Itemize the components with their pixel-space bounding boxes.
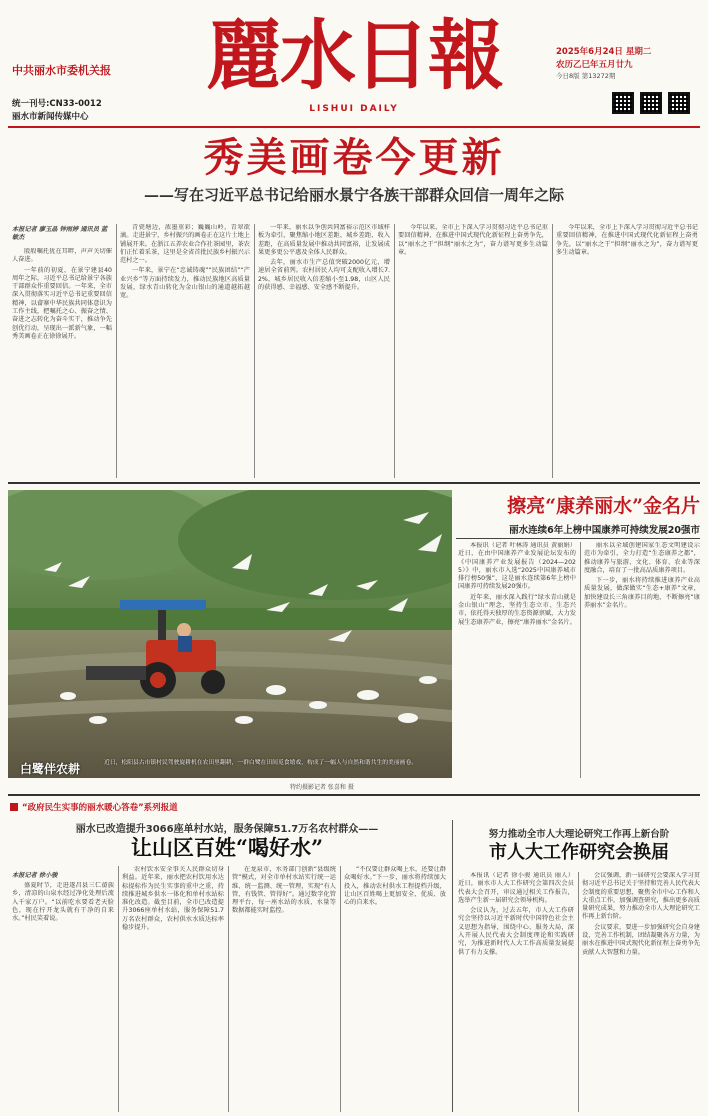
photo-credit: 特约摄影记者 张喜和 摄 bbox=[290, 784, 354, 791]
main-article-col4: 今年以来，全市上下深入学习贯彻习近平总书记重要回信精神，在推进中国式现代化新征程上奋勇争先，以“丽水之干”担纲“丽水之为”，奋力谱写更多生动篇章。 bbox=[398, 224, 548, 256]
newspaper-pinyin: LISHUI DAILY bbox=[309, 104, 399, 114]
bottom-left-col1: 盛夏时节，走进遂昌县三仁畲族乡，清凉的山泉水经过净化处理后流入千家万户。“以前吃水要看老天脸色，现在拧开龙头就有干净的自来水。”村民笑着说。 bbox=[12, 882, 114, 923]
feature-col2: 丽水以全域创建国家生态文明建设示范市为牵引，全力打造“生态康养之都”，推动康养与旅游、文化、体育、农业等深度融合，培育了一批高品质康养项目。 下一步，丽水将持续推进康养产业高质量发展，做深做实“生态+康养”文章，加快建设长三角康养目的地，不断擦亮“康养丽水”金名片。 bbox=[584, 542, 700, 610]
main-article-col2: 青瓷塘边，浓墨重彩；巍巍山岭，青翠欲滴。走进景宁，乡村振兴的画卷正在这片土地上铺展开来。在浙江五养农业合作社茶园里，茶农们正忙着采茶，这里是全省首批民族乡村振兴示范村之一。 一年来，景宁在“忠诚铸魂”“民族团结”“产业兴乡”等方面持续发力，推动民族地区高质量发展，绿水青山转化为金山银山的通道越拓越宽。 bbox=[120, 224, 250, 300]
bottom-right-col1: 本报讯（记者 徐小骏 通讯员 丽人）近日，丽水市人大工作研究会第四次会员代表大会召开，审议通过相关工作报告，选举产生新一届研究会领导机构。 会议认为，过去五年，市人大工作研究会坚持以习近平新时代中国特色社会主义思想为指导，围绕中心、服务大局，深入开展人民代表大会制度理论和实践研究，为推进新时代人大工作高质量发展提供了有力支撑。 bbox=[458, 872, 574, 956]
main-subheadline: ——写在习近平总书记给丽水景宁各族干部群众回信一周年之际 bbox=[143, 186, 564, 204]
bottom-left-kicker: 丽水已改造提升3066座单村水站，服务保障51.7万名农村群众—— bbox=[75, 824, 379, 835]
bottom-left-col2: 农村饮水安全事关人民群众切身利益。近年来，丽水把农村饮用水达标提标作为民生实事的重中之重，持续推进城乡供水一体化和单村水站标准化改造。截至目前，全市已改造提升3066座单村水站，服务保障51.7万名农村群众，农村供水水质达标率稳步提升。 bbox=[122, 866, 224, 932]
photo-caption-title: 白鹭伴农耕 bbox=[20, 762, 81, 776]
masthead-rule bbox=[8, 126, 700, 128]
bottom-left-col3: 在龙泉市，水务部门创新“县级统管”模式，对全市单村水站实行统一运维、统一监测、统一管理，实现“有人管、有钱管、管得好”。通过数字化管理平台，每一座水站的水质、水量等数据都能实时监控。 bbox=[232, 866, 336, 915]
issue-date: 2025年6月24日 星期二 bbox=[556, 47, 652, 57]
main-article-col1: 殷殷嘱托犹在耳畔，声声关切催人奋进。 一年前的初夏，在景宁建县40周年之际，习近平总书记给景宁各族干部群众作重要回信。一年来，全市深入贯彻落实习近平总书记重要回信精神，以畲寨中华民族共同体意识为工作主线，把嘱托之心、振奋之情、奋进之志转化为奋斗实干，推动争先创优行动，呈现出一派新气象，一幅秀美画卷正在徐徐展开。 bbox=[12, 248, 112, 340]
issuer-label: 丽水市新闻传媒中心 bbox=[12, 112, 89, 122]
bottom-left-headline: 让山区百姓“喝好水” bbox=[130, 835, 324, 860]
series-label-text: “政府民生实事的丽水暖心答卷”系列报道 bbox=[22, 803, 178, 813]
series-label bbox=[10, 800, 178, 814]
masthead bbox=[0, 0, 708, 126]
qr-code-icon bbox=[668, 92, 690, 114]
feature-photo bbox=[8, 490, 452, 778]
square-icon bbox=[10, 803, 18, 811]
feature-subheadline: 丽水连续6年上榜中国康养可持续发展20强市 bbox=[509, 525, 700, 536]
qr-code-icon bbox=[612, 92, 634, 114]
bottom-left-col4: “不仅要让群众喝上水，还要让群众喝好水。”下一步，丽水将持续加大投入，推动农村供水工程提档升级，让山区百姓喝上更加安全、优质、放心的自来水。 bbox=[344, 866, 446, 907]
bottom-right-col2: 会议强调，新一届研究会要深入学习贯彻习近平总书记关于坚持和完善人民代表大会制度的重要思想，聚焦全市中心工作和人大重点工作，加强调查研究，推出更多高质量研究成果，努力推动全市人大理论研究工作再上新台阶。 会议要求，要进一步加强研究会自身建设，完善工作机制，团结凝聚各方力量，为丽水在推进中国式现代化新征程上奋勇争先贡献人大智慧和力量。 bbox=[582, 872, 700, 956]
main-headline: 秀美画卷今更新 bbox=[203, 134, 505, 181]
publisher-label: 中共丽水市委机关报 bbox=[12, 64, 111, 77]
lunar-date: 农历乙巳年五月廿九 bbox=[556, 60, 633, 70]
feature-col1: 本报讯（记者 叶林涛 通讯员 黄丽娟）近日，在由中国康养产业发展论坛发布的《中国康养产业发展报告（2024—2025）》中，丽水市入选“2025中国康养城市排行榜50强”，这是丽水连续第6年上榜中国康养可持续发展20强市。 近年来，丽水深入践行“绿水青山就是金山银山”理念，坚持生态立市、生态兴市，依托得天独厚的生态资源禀赋，大力发展生态康养产业，擦亮“康养丽水”金名片。 bbox=[458, 542, 576, 626]
main-article-col3: 一年来，丽水以争创共同富裕示范区市域样板为牵引，聚焦缩小地区差距、城乡差距、收入差距，在高质量发展中推动共同富裕，让发展成果更多更公平惠及全体人民群众。 去年，丽水市生产总值突破2000亿元，增速居全省前列。农村居民人均可支配收入增长7.2%，城乡居民收入倍差缩小至1.98，山区人民的获得感、幸福感、安全感不断提升。 bbox=[258, 224, 390, 292]
feature-headline: 擦亮“康养丽水”金名片 bbox=[507, 495, 700, 517]
issue-number: 今日8版 第13272期 bbox=[556, 72, 616, 80]
bottom-left-byline: 本报记者 徐小骏 bbox=[12, 872, 58, 879]
bottom-right-headline: 市人大工作研究会换届 bbox=[489, 842, 669, 863]
main-byline: 本报记者 廖玉晶 钟雨婷 通讯员 蓝敏杰 bbox=[12, 226, 108, 242]
bottom-right-kicker: 努力推动全市人大理论研究工作再上新台阶 bbox=[488, 829, 670, 840]
qr-code-icon bbox=[640, 92, 662, 114]
photo-caption-text: 近日，松阳县古市镇村民驾驶旋耕机在农田里翻耕，一群白鹭在田间觅食嬉戏，构成了一幅人与自然和谐共生的美丽画卷。 bbox=[104, 760, 418, 766]
cn-number: 统一刊号:CN33-0012 bbox=[12, 99, 102, 109]
newspaper-title: 麗水日報 bbox=[206, 11, 502, 100]
main-article-col5: 今年以来，全市上下深入学习贯彻习近平总书记重要回信精神，在推进中国式现代化新征程上奋勇争先，以“丽水之干”担纲“丽水之为”，奋力谱写更多生动篇章。 bbox=[556, 224, 698, 256]
